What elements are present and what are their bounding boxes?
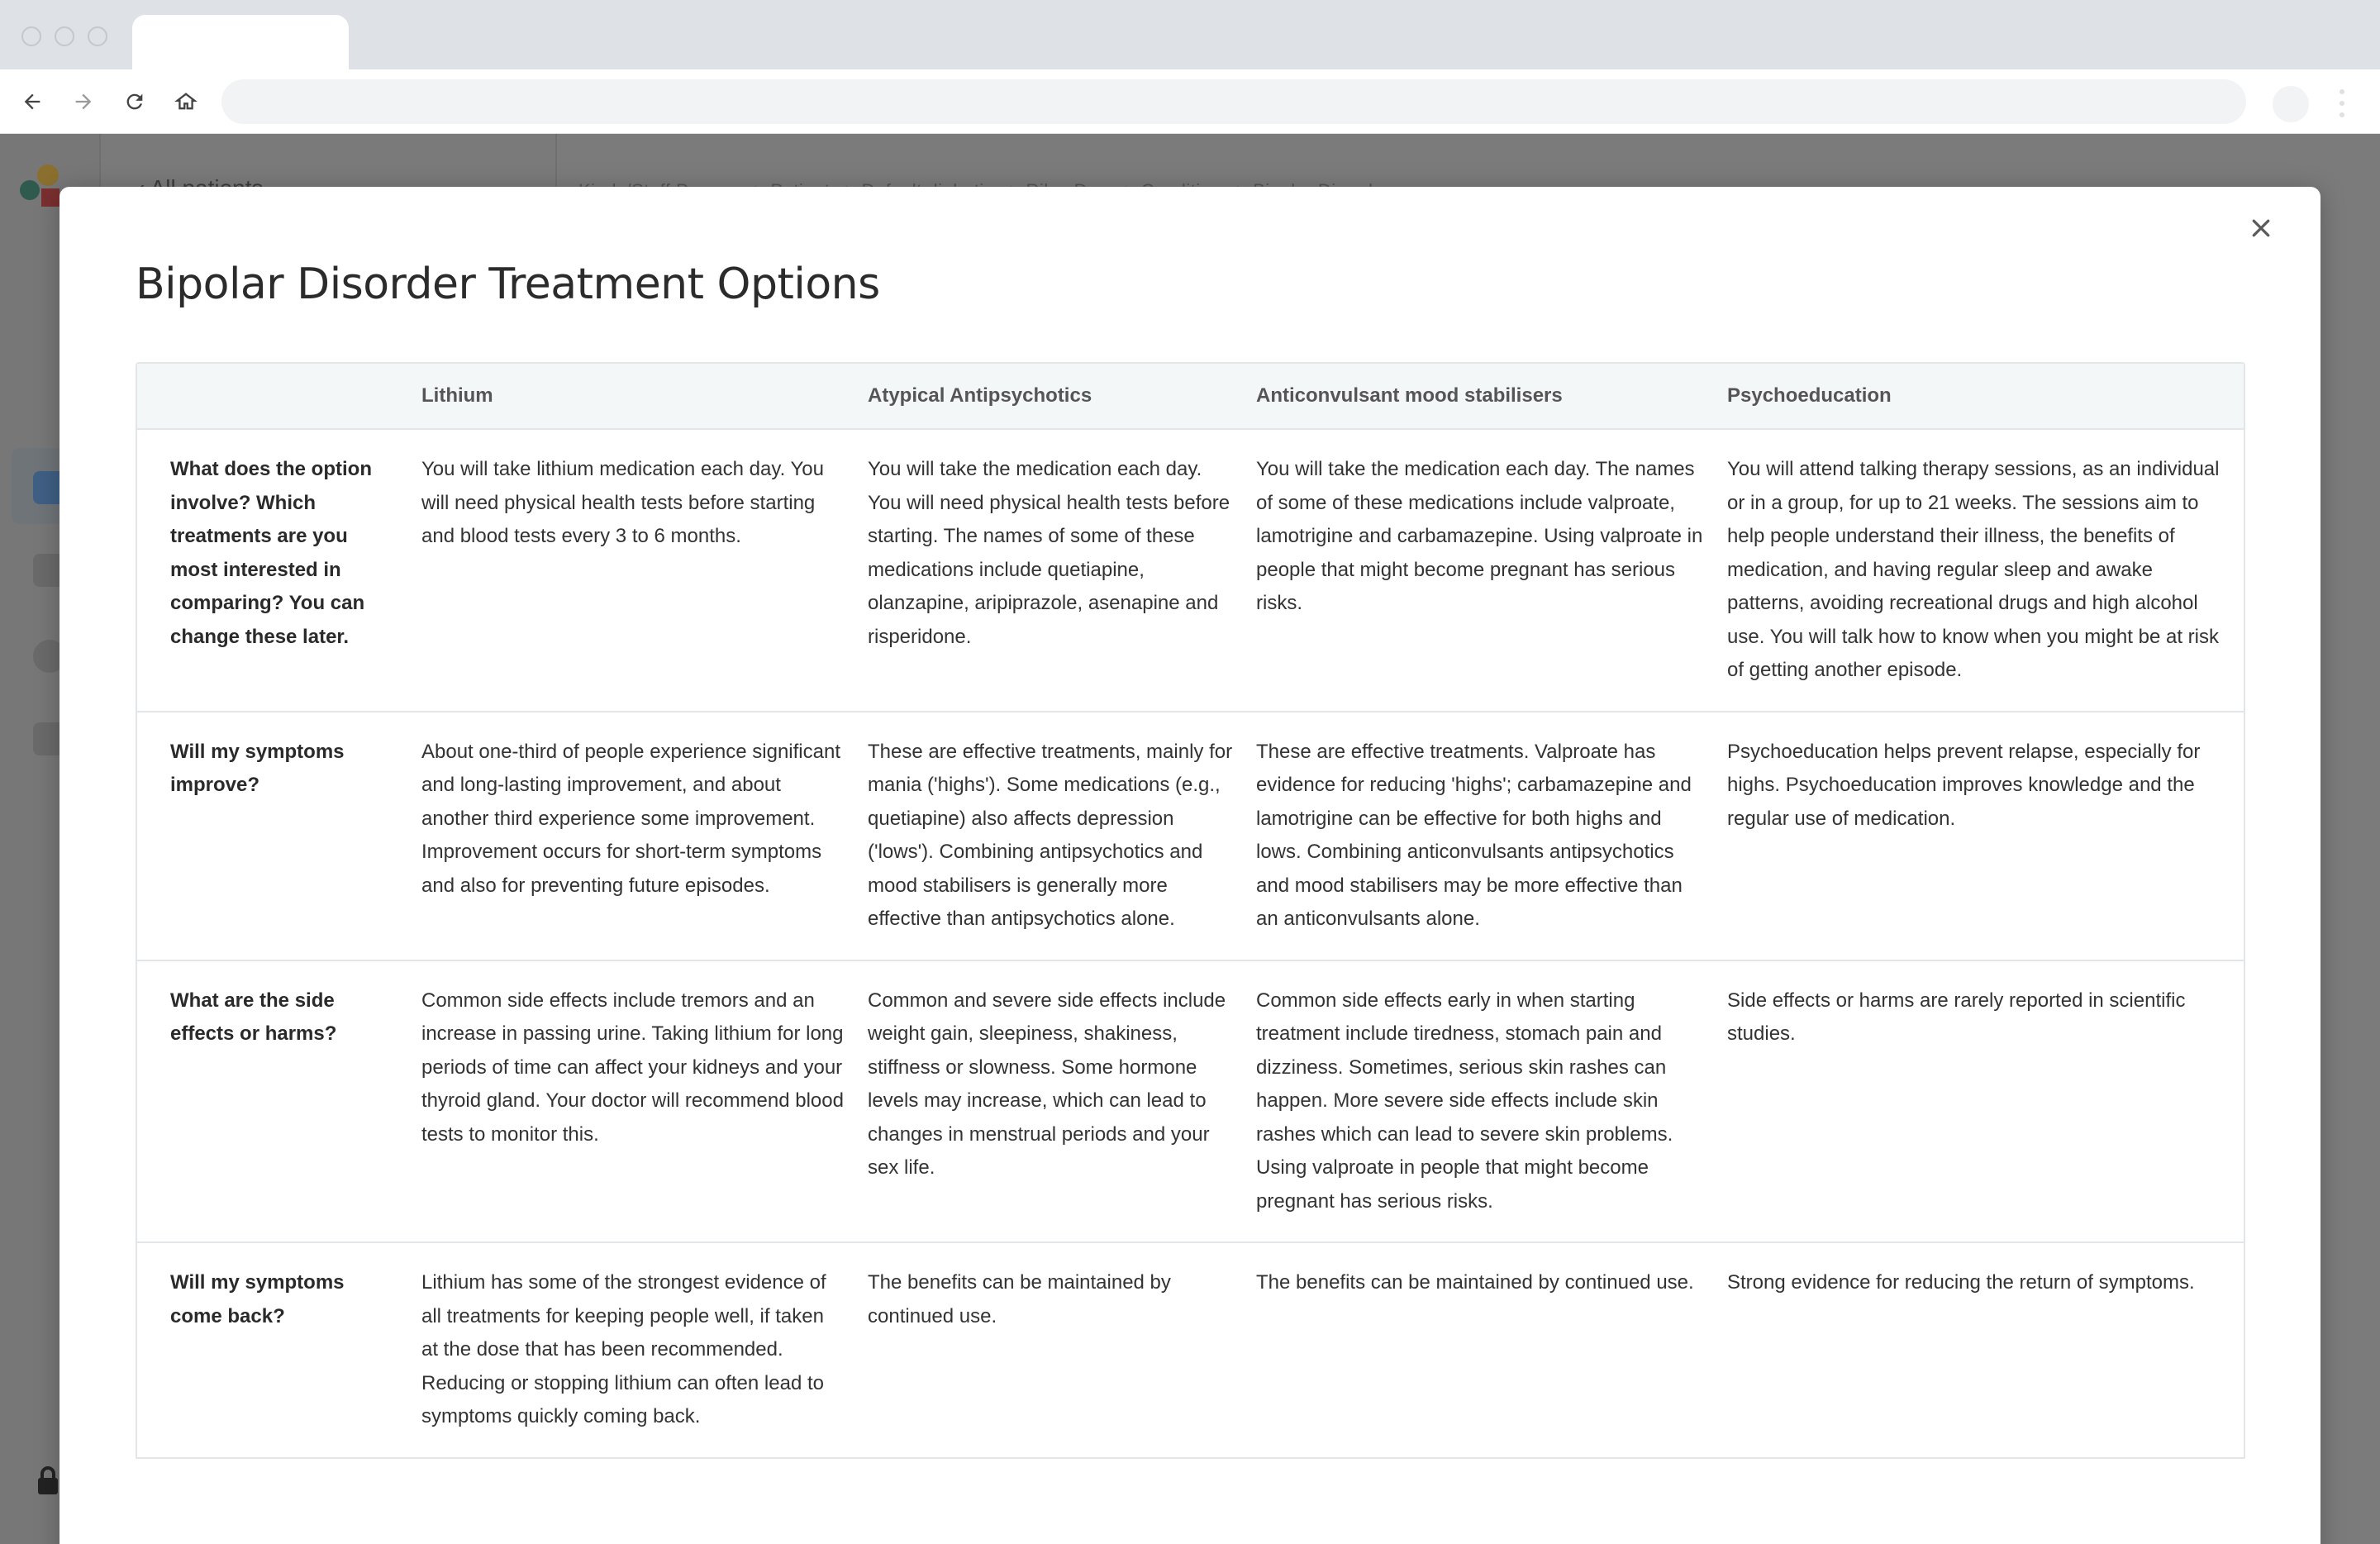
close-button[interactable] <box>2243 210 2279 246</box>
reload-icon[interactable] <box>119 86 150 117</box>
row-question: Will my symptoms improve? <box>170 740 345 796</box>
window-maximize-control[interactable] <box>88 26 107 46</box>
row-question: What does the option involve? Which treatments are you most interested in comparing? You can change these later. <box>170 458 372 648</box>
window-minimize-control[interactable] <box>55 26 74 46</box>
profile-avatar[interactable] <box>2273 86 2309 122</box>
lock-icon[interactable] <box>35 1466 61 1496</box>
table-cell: The benefits can be maintained by continued use. <box>1256 1271 1694 1294</box>
table-header-psychoeducation: Psychoeducation <box>1727 384 1892 407</box>
home-icon[interactable] <box>170 86 202 117</box>
table-cell: About one-third of people experience significant and long-lasting improvement, and about another third experience some improvement. Improvement occurs for short-term symptoms and also for preventing future episodes. <box>421 740 840 897</box>
table-cell: You will take lithium medication each day. You will need physical health tests before starting and blood tests every 3 to 6 months. <box>421 458 824 547</box>
table-cell: Common side effects include tremors and an increase in passing urine. Taking lithium for long periods of time can affect your kidneys and your thyroid gland. Your doctor will recommend blood tests to monitor this. <box>421 989 844 1146</box>
row-question: Will my symptoms come back? <box>170 1271 345 1327</box>
table-cell: Lithium has some of the strongest evidence of all treatments for keeping people well, if taken at the dose that has been recommended. Reducing or stopping lithium can often lead to symptoms quickly coming back. <box>421 1271 826 1427</box>
table-cell: You will take the medication each day. The names of some of these medications include valproate, lamotrigine and carbamazepine. Using valproate in people that might become pregnant has serious risks. <box>1256 458 1703 614</box>
close-icon <box>2249 216 2273 241</box>
window-close-control[interactable] <box>21 26 41 46</box>
table-row <box>137 430 2244 712</box>
table-row <box>137 1243 2244 1459</box>
table-cell: These are effective treatments, mainly for mania ('highs'). Some medications (e.g., quetiapine) also affects depression ('lows'). Combining antipsychotics and mood stabilisers is generally more effective than antipsychotics alone. <box>868 740 1233 930</box>
address-bar[interactable] <box>221 79 2246 124</box>
table-cell: You will attend talking therapy sessions, as an individual or in a group, for up to 21 weeks. The sessions aim to help people understand their illness, the benefits of medication, and having regular sleep and awake patterns, avoiding recreational drugs and high alcohol use. You will talk how to know when you might be at risk of getting another episode. <box>1727 458 2220 681</box>
table-row <box>137 961 2244 1244</box>
forward-arrow-icon[interactable] <box>68 86 99 117</box>
table-cell: Common and severe side effects include weight gain, sleepiness, shakiness, stiffness or slowness. Some hormone levels may increase, which can lead to changes in menstrual periods and your sex life. <box>868 989 1226 1179</box>
table-cell: Strong evidence for reducing the return of symptoms. <box>1727 1271 2195 1294</box>
table-cell: Side effects or harms are rarely reported in scientific studies. <box>1727 989 2186 1045</box>
browser-tab[interactable] <box>132 15 349 69</box>
table-header-lithium: Lithium <box>421 384 493 407</box>
row-question: What are the side effects or harms? <box>170 989 337 1045</box>
treatment-options-modal <box>60 187 2320 1544</box>
browser-tabstrip <box>0 0 2380 69</box>
table-header-anticonvulsants: Anticonvulsant mood stabilisers <box>1256 384 1563 407</box>
browser-toolbar <box>0 69 2380 134</box>
table-cell: You will take the medication each day. You will need physical health tests before starting. The names of some of these medications include quetiapine, olanzapine, aripiprazole, asenapine and risperidone. <box>868 458 1230 648</box>
modal-title: Bipolar Disorder Treatment Options <box>136 260 880 309</box>
table-header-antipsychotics: Atypical Antipsychotics <box>868 384 1092 407</box>
table-cell: The benefits can be maintained by continued use. <box>868 1271 1171 1327</box>
table-row <box>137 712 2244 961</box>
table-cell: Psychoeducation helps prevent relapse, especially for highs. Psychoeducation improves knowledge and the regular use of medication. <box>1727 740 2201 830</box>
table-cell: These are effective treatments. Valproate has evidence for reducing 'highs'; carbamazepine and lamotrigine can be effective for both highs and lows. Combining anticonvulsants antipsychotics and mood stabilisers may be more effective than an anticonvulsants alone. <box>1256 740 1692 930</box>
browser-menu-icon[interactable] <box>2339 89 2345 117</box>
comparison-table <box>136 362 2245 1459</box>
table-cell: Common side effects early in when starting treatment include tiredness, stomach pain and dizziness. Sometimes, serious skin rashes can happen. More severe side effects include skin rashes which can lead to severe skin problems. Using valproate in people that might become pregnant has serious risks. <box>1256 989 1673 1213</box>
back-arrow-icon[interactable] <box>17 86 48 117</box>
table-header-row <box>137 364 2244 430</box>
